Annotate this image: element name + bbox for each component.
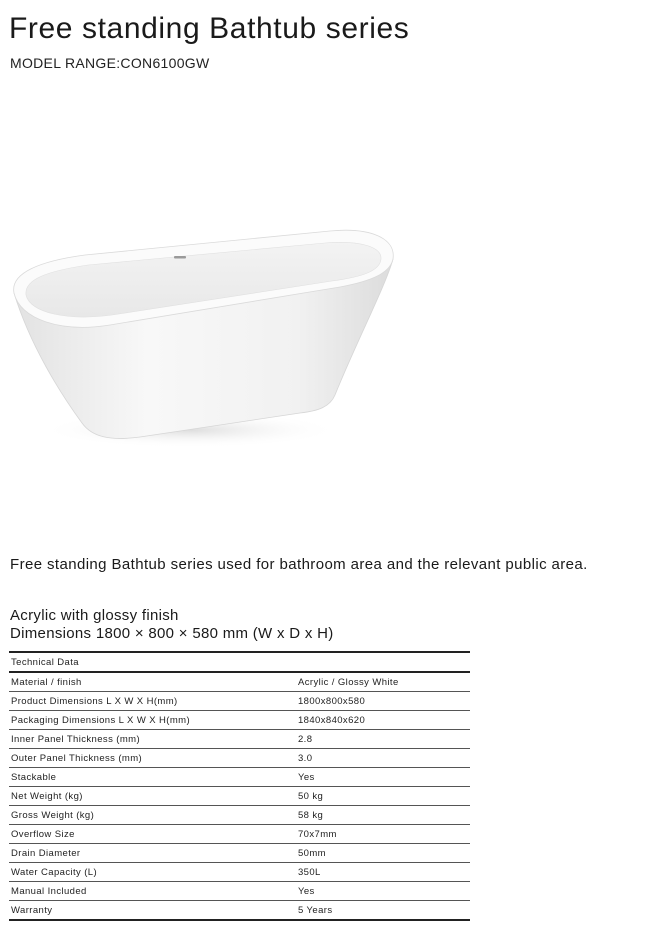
table-row xyxy=(9,844,470,863)
spec-value: 3.0 xyxy=(296,749,470,768)
spec-label: Manual Included xyxy=(9,882,296,901)
spec-summary xyxy=(10,607,334,643)
dimensions-text: Dimensions 1800 × 800 × 580 mm (W x D x H) xyxy=(10,625,334,642)
spec-label: Stackable xyxy=(9,768,296,787)
spec-label: Overflow Size xyxy=(9,825,296,844)
table-header-row xyxy=(9,652,470,672)
spec-label: Gross Weight (kg) xyxy=(9,806,296,825)
spec-label: Drain Diameter xyxy=(9,844,296,863)
spec-label: Product Dimensions L X W X H(mm) xyxy=(9,692,296,711)
spec-label: Material / finish xyxy=(9,672,296,692)
table-row xyxy=(9,806,470,825)
table-row xyxy=(9,749,470,768)
spec-value: 1800x800x580 xyxy=(296,692,470,711)
table-header: Technical Data xyxy=(9,652,470,672)
table-row xyxy=(9,882,470,901)
table-row xyxy=(9,825,470,844)
spec-value: 50mm xyxy=(296,844,470,863)
spec-value: Acrylic / Glossy White xyxy=(296,672,470,692)
spec-value: Yes xyxy=(296,882,470,901)
spec-value: Yes xyxy=(296,768,470,787)
table-row xyxy=(9,768,470,787)
table-row xyxy=(9,863,470,882)
spec-label: Outer Panel Thickness (mm) xyxy=(9,749,296,768)
table-row xyxy=(9,672,470,692)
bathtub-image xyxy=(0,215,410,455)
spec-label: Warranty xyxy=(9,901,296,921)
spec-value: 58 kg xyxy=(296,806,470,825)
model-range: MODEL RANGE:CON6100GW xyxy=(10,55,210,71)
spec-label: Packaging Dimensions L X W X H(mm) xyxy=(9,711,296,730)
spec-label: Inner Panel Thickness (mm) xyxy=(9,730,296,749)
spec-value: 1840x840x620 xyxy=(296,711,470,730)
spec-value: 70x7mm xyxy=(296,825,470,844)
spec-label: Net Weight (kg) xyxy=(9,787,296,806)
page-title: Free standing Bathtub series xyxy=(9,12,410,45)
finish-text: Acrylic with glossy finish xyxy=(10,607,179,624)
table-row xyxy=(9,787,470,806)
table-row xyxy=(9,730,470,749)
spec-value: 5 Years xyxy=(296,901,470,921)
table-row xyxy=(9,692,470,711)
spec-value: 350L xyxy=(296,863,470,882)
spec-value: 50 kg xyxy=(296,787,470,806)
table-row xyxy=(9,711,470,730)
spec-value: 2.8 xyxy=(296,730,470,749)
table-row xyxy=(9,901,470,921)
technical-data-table xyxy=(9,651,470,921)
product-description: Free standing Bathtub series used for bathroom area and the relevant public area. xyxy=(10,556,588,573)
spec-label: Water Capacity (L) xyxy=(9,863,296,882)
